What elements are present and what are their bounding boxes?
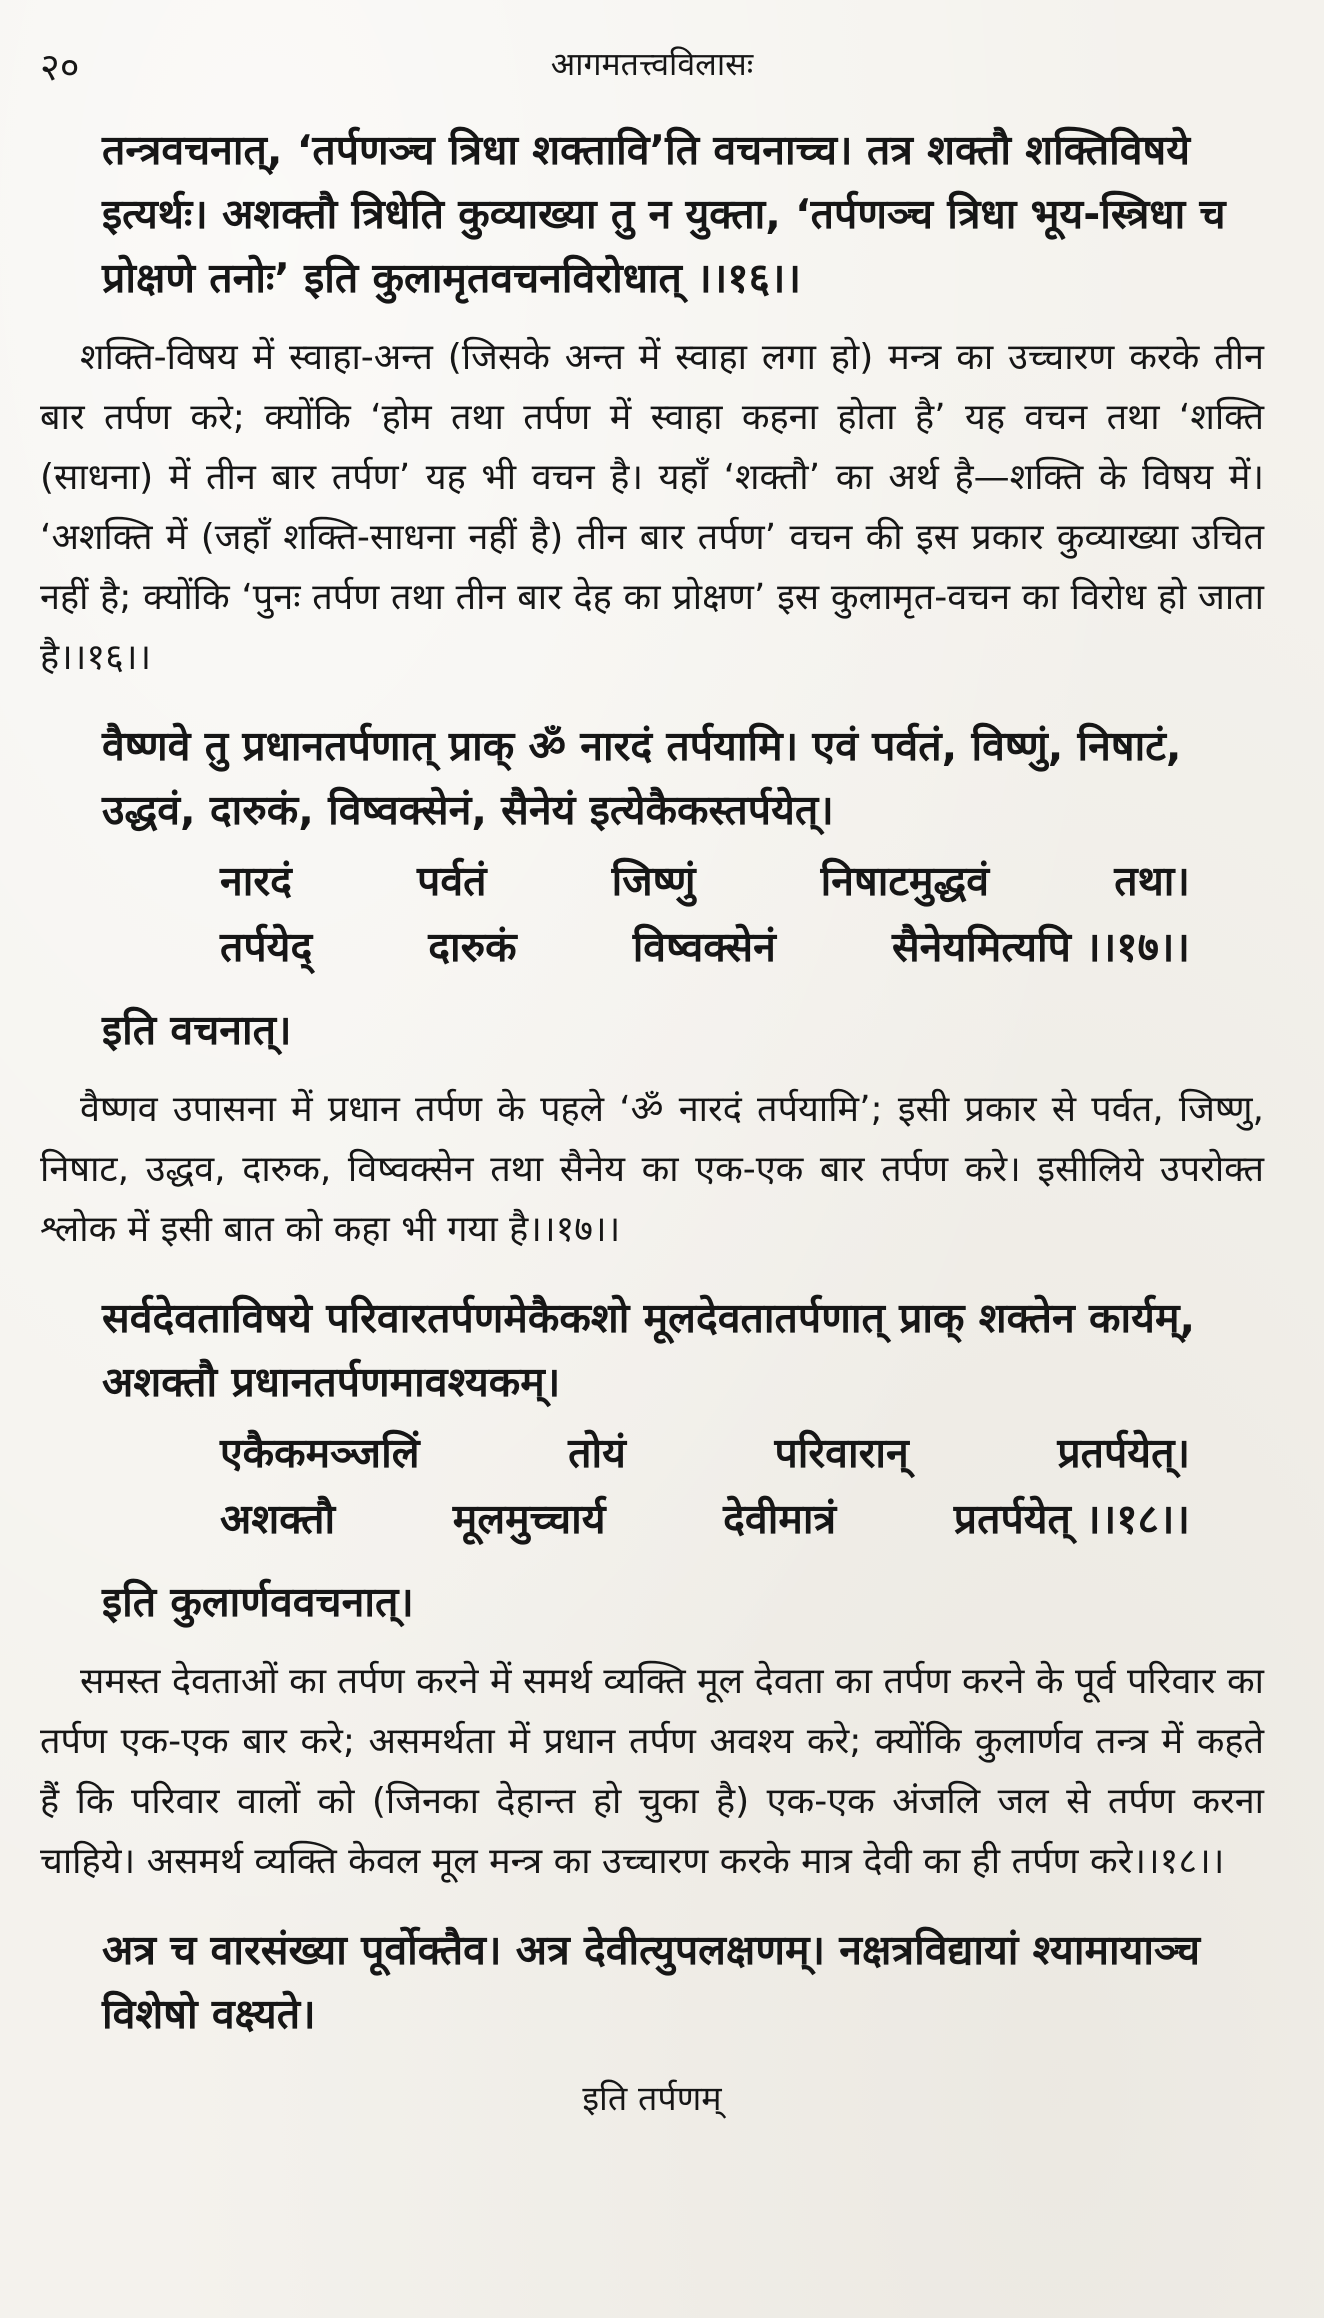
verse-word: जिष्णुं: [611, 857, 696, 905]
verse-18-line-1: [220, 1420, 1190, 1486]
verse-word: तर्पयेद्: [220, 923, 313, 971]
verse-word: पर्वतं: [417, 857, 487, 905]
verse-word: विष्वक्सेनं: [632, 923, 776, 971]
running-title: आगमतत्त्वविलासः: [550, 45, 754, 83]
verse-word: प्रतर्पयेत्।: [1057, 1429, 1190, 1477]
verse-word: दारुकं: [428, 923, 517, 971]
verse-word: निषाटमुद्धवं: [820, 857, 990, 905]
verse-word: सैनेयमित्यपि ।।१७।।: [891, 923, 1190, 971]
hindi-paragraph-16: शक्ति-विषय में स्वाहा-अन्त (जिसके अन्त में स्वाहा लगा हो) मन्त्र का उच्चारण करके तीन बार तर्पण करे; क्योंकि ‘होम तथा तर्पण में स्वाहा कहना होता हैʼ यह वचन तथा ‘शक्ति (साधना) में तीन बार तर्पणʼ यह भी वचन है। यहाँ ‘शक्तौʼ का अर्थ है—शक्ति के विषय में। ‘अशक्ति में (जहाँ शक्ति-साधना नहीं है) तीन बार तर्पणʼ वचन की इस प्रकार कुव्याख्या उचित नहीं है; क्योंकि ‘पुनः तर्पण तथा तीन बार देह का प्रोक्षणʼ इस कुलामृत-वचन का विरोध हो जाता है।।१६।।: [40, 337, 1264, 678]
sanskrit-paragraph-18: सर्वदेवताविषये परिवारतर्पणमेकैकशो मूलदेवतातर्पणात् प्राक् शक्तेन कार्यम्, अशक्तौ प्रधानतर्पणमावश्यकम्।: [102, 1294, 1196, 1406]
verse-word: अशक्तौ: [220, 1495, 336, 1543]
verse-word: तोयं: [568, 1429, 626, 1477]
iti-kularnava-vachanat: इति कुलार्णववचनात्।: [102, 1578, 414, 1626]
section-closing: इति तर्पणम्: [582, 2079, 722, 2119]
page-number: २०: [40, 45, 80, 89]
page-header: [40, 40, 1264, 100]
verse-word: मूलमुच्चार्य: [452, 1495, 606, 1543]
verse-word: नारदं: [220, 857, 292, 905]
verse-word: प्रतर्पयेत् ।।१८।।: [953, 1495, 1190, 1543]
verse-word: एकैकमञ्जलिं: [220, 1429, 420, 1477]
hindi-paragraph-18: समस्त देवताओं का तर्पण करने में समर्थ व्यक्ति मूल देवता का तर्पण करने के पूर्व परिवार का तर्पण एक-एक बार करे; असमर्थता में प्रधान तर्पण अवश्य करे; क्योंकि कुलार्णव तन्त्र में कहते हैं कि परिवार वालों को (जिनका देहान्त हो चुका है) एक-एक अंजलि जल से तर्पण करना चाहिये। असमर्थ व्यक्ति केवल मूल मन्त्र का उच्चारण करके मात्र देवी का ही तर्पण करे।।१८।।: [40, 1661, 1264, 1882]
iti-vachanat: इति वचनात्।: [102, 1006, 292, 1054]
verse-17-line-2: [220, 914, 1190, 980]
sanskrit-paragraph-16: तन्त्रवचनात्, ‘तर्पणञ्च त्रिधा शक्ताविʼति वचनाच्च। तत्र शक्तौ शक्तिविषये इत्यर्थः। अशक्तौ त्रिधेति कुव्याख्या तु न युक्ता, ‘तर्पणञ्च त्रिधा भूय-स्त्रिधा च प्रोक्षणे तनोःʼ इति कुलामृतवचनविरोधात् ।।१६।।: [102, 126, 1226, 302]
sanskrit-paragraph-17: वैष्णवे तु प्रधानतर्पणात् प्राक् ॐ नारदं तर्पयामि। एवं पर्वतं, विष्णुं, निषाटं, उद्धवं, दारुकं, विष्वक्सेनं, सैनेयं इत्येकैकस्तर्पयेत्।: [102, 722, 1182, 834]
verse-18: [40, 1420, 1264, 1552]
verse-word: तथा।: [1114, 857, 1190, 905]
verse-17-line-1: [220, 848, 1190, 914]
verse-17: [40, 848, 1264, 980]
verse-word: देवीमात्रं: [723, 1495, 837, 1543]
verse-word: परिवारान्: [774, 1429, 909, 1477]
hindi-paragraph-17: वैष्णव उपासना में प्रधान तर्पण के पहले ‘ॐ नारदं तर्पयामिʼ; इसी प्रकार से पर्वत, जिष्णु, निषाट, उद्धव, दारुक, विष्वक्सेन तथा सैनेय का एक-एक बार तर्पण करे। इसीलिये उपरोक्त श्लोक में इसी बात को कहा भी गया है।।१७।।: [40, 1089, 1264, 1250]
verse-18-line-2: [220, 1486, 1190, 1552]
sanskrit-paragraph-closing: अत्र च वारसंख्या पूर्वोक्तैव। अत्र देवीत्युपलक्षणम्। नक्षत्रविद्यायां श्यामायाञ्च विशेषो वक्ष्यते।: [102, 1926, 1200, 2038]
